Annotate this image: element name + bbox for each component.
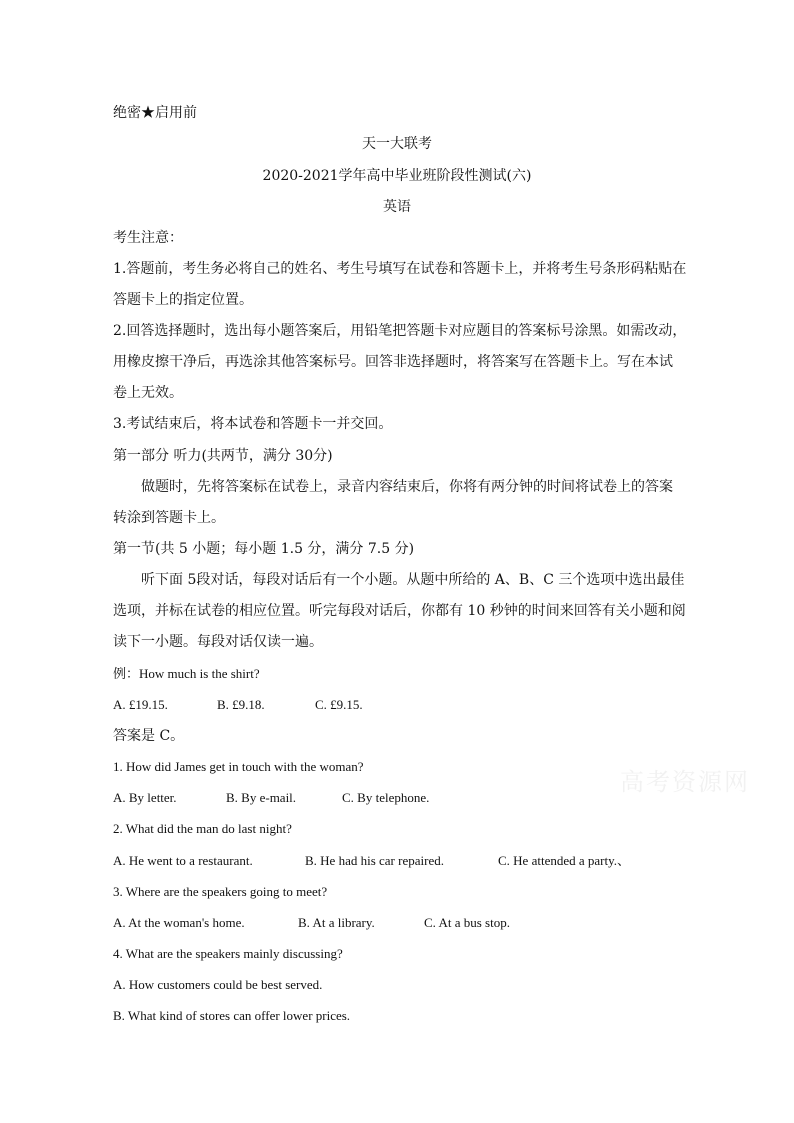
q3-option-b: B. At a library. <box>298 915 375 930</box>
q3-option-c: C. At a bus stop. <box>424 915 510 930</box>
q1-option-b: B. By e-mail. <box>226 790 297 805</box>
example-option-a: A. £19.15. <box>113 697 168 712</box>
part1-title: 第一部分 听力(共两节，满分 30分) <box>113 448 333 464</box>
notice-line: 2.回答选择题时，选出每小题答案后，用铅笔把答题卡对应题目的答案标号涂黑。如需改动， <box>113 323 687 339</box>
section1-intro-line: 听下面 5段对话，每段对话后有一个小题。从题中所给的 A、B、C 三个选项中选出最佳 <box>141 572 685 588</box>
question-1: 1. How did James get in touch with the woman? <box>113 759 364 774</box>
section1-intro-line: 读下一小题。每段对话仅读一遍。 <box>113 634 323 650</box>
q3-option-a: A. At the woman's home. <box>113 915 245 930</box>
watermark: 高考资源网 <box>620 768 750 796</box>
example-question: 例：How much is the shirt? <box>113 666 260 681</box>
notice-title: 考生注意： <box>113 230 183 246</box>
notice-line: 答题卡上的指定位置。 <box>113 292 253 308</box>
q2-option-a: A. He went to a restaurant. <box>113 853 253 868</box>
notice-line: 1.答题前，考生务必将自己的姓名、考生号填写在试卷和答题卡上，并将考生号条形码粘贴在 <box>113 261 687 277</box>
exam-title: 2020-2021学年高中毕业班阶段性测试(六) <box>262 168 532 184</box>
q1-option-a: A. By letter. <box>113 790 177 805</box>
part1-intro-line: 做题时，先将答案标在试卷上，录音内容结束后，你将有两分钟的时间将试卷上的答案 <box>141 479 673 495</box>
question-2: 2. What did the man do last night? <box>113 821 292 836</box>
example-option-c: C. £9.15. <box>315 697 363 712</box>
notice-line: 用橡皮擦干净后，再选涂其他答案标号。回答非选择题时，将答案写在答题卡上。写在本试 <box>113 354 673 370</box>
subject-title: 英语 <box>383 199 411 215</box>
example-answer: 答案是 C。 <box>113 728 185 744</box>
q4-option-a: A. How customers could be best served. <box>113 977 323 992</box>
secret-label: 绝密★启用前 <box>113 105 197 121</box>
q2-option-c: C. He attended a party.、 <box>498 853 630 868</box>
q1-option-c: C. By telephone. <box>342 790 430 805</box>
q2-option-b: B. He had his car repaired. <box>305 853 444 868</box>
notice-line: 卷上无效。 <box>113 385 183 401</box>
organization-title: 天一大联考 <box>362 136 432 152</box>
q4-option-b: B. What kind of stores can offer lower prices. <box>113 1008 351 1023</box>
question-3: 3. Where are the speakers going to meet? <box>113 884 328 899</box>
question-4: 4. What are the speakers mainly discussing? <box>113 946 343 961</box>
section1-intro-line: 选项，并标在试卷的相应位置。听完每段对话后，你都有 10 秒钟的时间来回答有关小题和阅 <box>113 603 686 619</box>
section1-title: 第一节(共 5 小题；每小题 1.5 分，满分 7.5 分) <box>113 541 415 557</box>
example-option-b: B. £9.18. <box>217 697 265 712</box>
part1-intro-line: 转涂到答题卡上。 <box>113 510 225 526</box>
notice-line: 3.考试结束后，将本试卷和答题卡一并交回。 <box>113 416 393 432</box>
